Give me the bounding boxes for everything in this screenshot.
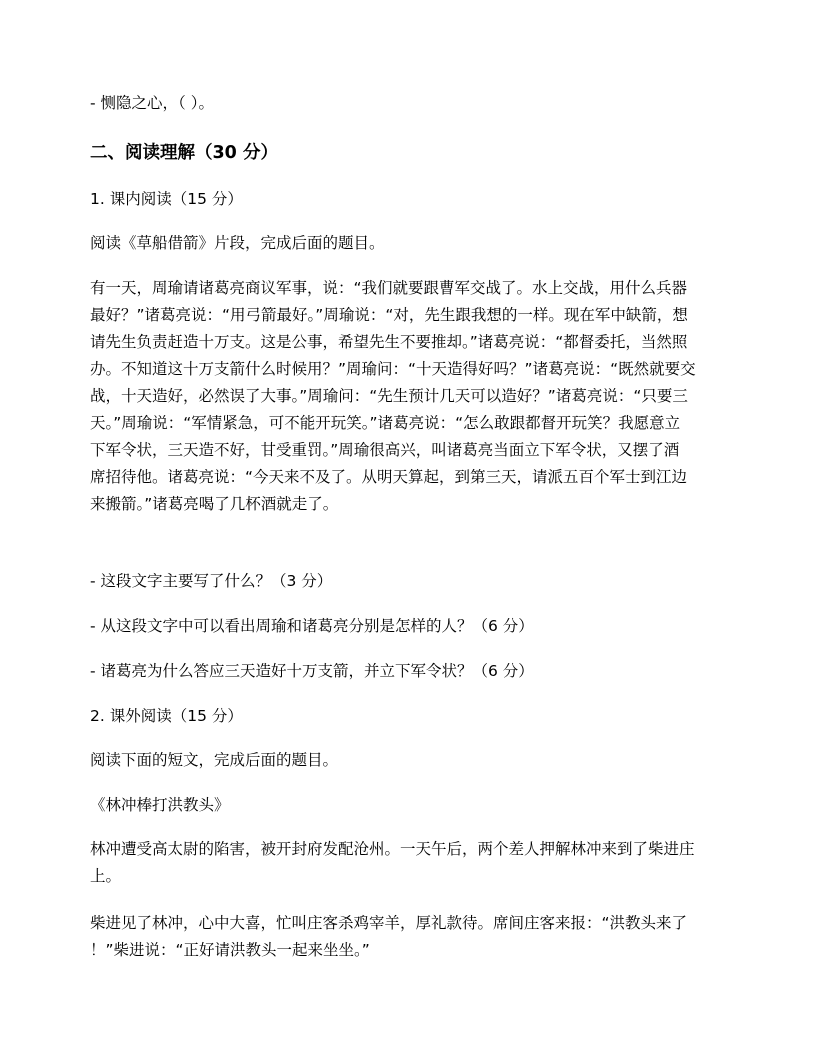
passage-line: 最好？”诸葛亮说：“用弓箭最好。”周瑜说：“对，先生跟我想的一样。现在军中缺箭，想	[90, 306, 688, 324]
section-heading: 二、阅读理解（30 分）	[90, 143, 278, 163]
sub-question: - 这段文字主要写了什么？（3 分）	[90, 572, 333, 590]
story-line: 上。	[90, 867, 122, 885]
passage-line: 下军令状，三天造不好，甘受重罚。”周瑜很高兴，叫诸葛亮当面立下军令状，又摆了酒	[90, 441, 680, 459]
story-paragraph	[90, 910, 720, 964]
story-line: ！”柴进说：“正好请洪教头一起来坐坐。”	[90, 941, 370, 959]
question-title: 2. 课外阅读（15 分）	[90, 707, 243, 725]
sub-question: - 从这段文字中可以看出周瑜和诸葛亮分别是怎样的人？（6 分）	[90, 617, 534, 635]
fill-blank-item: - 恻隐之心，（ ）。	[90, 94, 214, 112]
passage-line: 有一天，周瑜请诸葛亮商议军事，说：“我们就要跟曹军交战了。水上交战，用什么兵器	[90, 279, 688, 297]
passage	[90, 275, 720, 518]
question-intro: 阅读下面的短文，完成后面的题目。	[90, 751, 339, 769]
question-intro: 阅读《草船借箭》片段，完成后面的题目。	[90, 234, 385, 252]
story-paragraph	[90, 836, 720, 890]
story-line: 柴进见了林冲，心中大喜，忙叫庄客杀鸡宰羊，厚礼款待。席间庄客来报：“洪教头来了	[90, 914, 688, 932]
passage-line: 席招待他。诸葛亮说：“今天来不及了。从明天算起，到第三天，请派五百个军士到江边	[90, 468, 688, 486]
passage-line: 天。”周瑜说：“军情紧急，可不能开玩笑。”诸葛亮说：“怎么敢跟都督开玩笑？我愿意立	[90, 414, 681, 432]
story-title: 《林冲棒打洪教头》	[90, 796, 230, 814]
question-title: 1. 课内阅读（15 分）	[90, 190, 243, 208]
sub-question: - 诸葛亮为什么答应三天造好十万支箭，并立下军令状？（6 分）	[90, 662, 534, 680]
passage-line: 战，十天造好，必然误了大事。”周瑜问：“先生预计几天可以造好？”诸葛亮说：“只要三	[90, 387, 688, 405]
story-line: 林冲遭受高太尉的陷害，被开封府发配沧州。一天午后，两个差人押解林冲来到了柴进庄	[90, 840, 695, 858]
passage-line: 请先生负责赶造十万支。这是公事，希望先生不要推却。”诸葛亮说：“都督委托，当然照	[90, 333, 688, 351]
passage-line: 来搬箭。”诸葛亮喝了几杯酒就走了。	[90, 495, 339, 513]
passage-line: 办。不知道这十万支箭什么时候用？”周瑜问：“十天造得好吗？”诸葛亮说：“既然就要交	[90, 360, 696, 378]
